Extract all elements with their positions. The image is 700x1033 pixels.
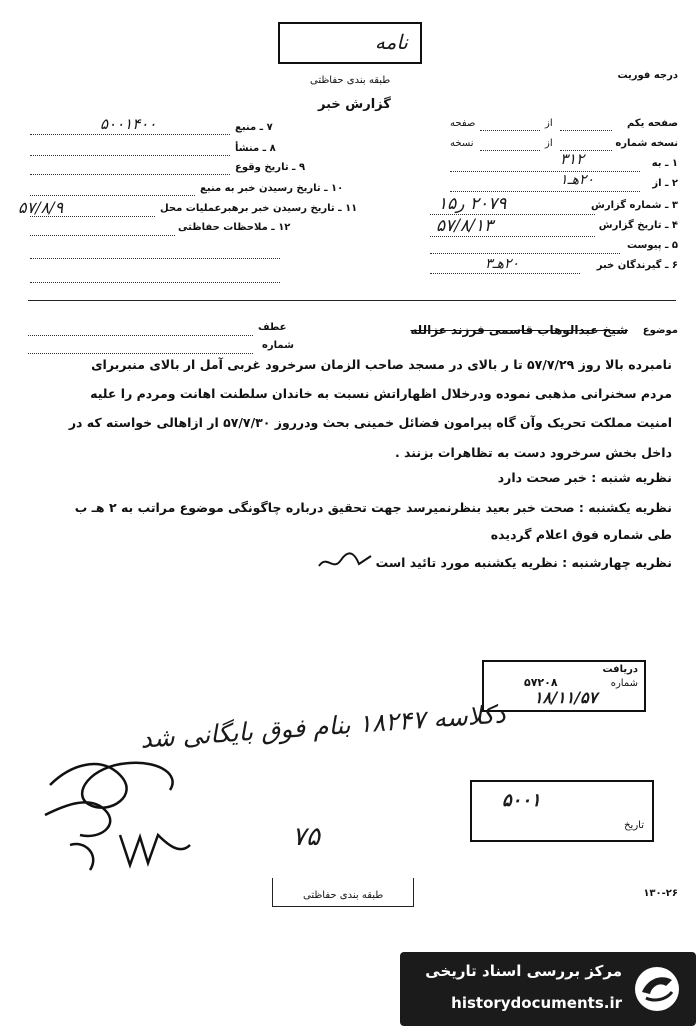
footer-classification: طبقه بندی حفاظتی: [303, 890, 384, 901]
field-line: [430, 214, 595, 215]
field-handwritten-value: ۲۰هـ۳: [485, 256, 520, 272]
initials-scribble: [315, 550, 375, 574]
field-line: [30, 235, 175, 236]
subject-side-label: شماره: [262, 340, 294, 351]
field-line: [30, 282, 280, 283]
field-handwritten-value: ۵۷/۸/۱۳: [436, 216, 494, 236]
opinion-line: طی شماره فوق اعلام گردیده: [490, 527, 672, 542]
subject-label: موضوع: [642, 325, 678, 336]
field-line: [430, 253, 620, 254]
field-line: [560, 130, 612, 131]
field-line: [480, 150, 540, 151]
top-handwritten-text: نامه: [374, 30, 408, 54]
body-line: مردم سخنرانی مذهبی نموده ودرخلال اظهاراتش نسبت به خاندان سلطنت اهانت ومردم را علیه: [90, 386, 672, 401]
field-label: نسخه شماره: [615, 138, 678, 149]
stamp-date: ۱۸/۱۱/۵۷: [534, 688, 598, 707]
field-line: [430, 236, 595, 237]
field-label: ۴ ـ تاریخ گزارش: [598, 220, 678, 231]
field-label: ۳ ـ شماره گزارش: [591, 200, 678, 211]
field-handwritten-value: ۲۰هـ۱: [560, 172, 595, 188]
field-line: [450, 191, 640, 192]
field-label: ۷ ـ منبع: [235, 122, 273, 133]
field-handwritten-value: ۳۱۲: [560, 150, 585, 168]
body-line: نامبرده بالا روز ۵۷/۷/۲۹ تا ر بالای در مسجد صاحب الزمان سرخرود غربی آمل ار بالای منبربرای: [91, 357, 672, 372]
body-line: داخل بخش سرخرود دست به تظاهرات بزنند .: [394, 445, 672, 460]
field-line: [30, 216, 155, 217]
subject-text: شیخ عبدالوهاب قاسمی فرزند عزالله: [410, 323, 628, 337]
logo-name: مرکز بررسی اسناد تاریخی: [425, 962, 622, 980]
small-stamp: [470, 780, 654, 842]
field-line: [450, 171, 640, 172]
classification-label: طبقه بندی حفاظتی: [310, 75, 391, 86]
handwritten-small: ۷۵: [292, 822, 320, 852]
stamp-number: ۵۷۲۰۸: [524, 676, 558, 689]
page-title: گزارش خبر: [318, 97, 391, 112]
field-from: از: [545, 138, 553, 149]
field-label: ۱۰ ـ تاریخ رسیدن خبر به منبع: [200, 183, 344, 194]
stamp-number-label: شماره: [610, 678, 638, 689]
subject-side-label: عطف: [258, 322, 287, 333]
field-line: [28, 353, 253, 354]
field-line: [28, 335, 253, 336]
field-line: [30, 258, 280, 259]
body-line: امنیت مملکت تحریک وآن گاه پیرامون فضائل خمینی بحث ودرروز ۵۷/۷/۳۰ ار ازاهالی خواسته که در: [68, 415, 672, 430]
field-label: ۲ ـ از: [652, 178, 678, 189]
handwritten-note: دکلاسه ۱۸۲۴۷ بنام فوق بایگانی شد: [139, 699, 507, 754]
logo-url: historydocuments.ir: [451, 994, 622, 1012]
field-line: [30, 174, 230, 175]
field-label: صفحه یکم: [626, 118, 678, 129]
field-line: [30, 134, 230, 135]
field-handwritten-value: ۵۷/۸/۹: [18, 198, 64, 217]
footer-classification-box: [272, 878, 414, 907]
field-line: [480, 130, 540, 131]
field-value: نسخه: [450, 138, 474, 149]
opinion-line: نظریه یکشنبه : صحت خبر بعید بنظرنمیرسد جهت تحقیق درباره چاگونگی موضوع مراتب به ۲ هـ ب: [74, 500, 672, 515]
field-label: ۱۱ ـ تاریخ رسیدن خبر برهبرعملیات محل: [160, 203, 358, 214]
field-line: [30, 195, 195, 196]
form-number: ۱۳۰-۲۶: [643, 888, 678, 899]
signature: [30, 745, 210, 885]
archive-logo: [400, 952, 696, 1026]
small-stamp-label: تاریخ: [624, 820, 644, 831]
field-line: [430, 273, 580, 274]
small-stamp-number: ۵۰۰۱: [502, 790, 541, 811]
field-label: ۵ ـ پیوست: [626, 240, 678, 251]
field-handwritten-value: ۵۰۰۱۴۰۰: [100, 115, 157, 133]
top-handwritten-box: [278, 22, 422, 64]
field-line: [30, 155, 230, 156]
field-label: ۱ ـ به: [651, 158, 678, 169]
divider: [28, 300, 676, 301]
urgency-label: درجه فوریت: [617, 70, 678, 81]
field-label: ۶ ـ گیرندگان خبر: [596, 260, 678, 271]
stamp-received-label: دریافت: [602, 664, 638, 675]
field-label: ۸ ـ منشأ: [235, 143, 276, 154]
opinion-line: نظریه چهارشنبه : نظریه یکشنبه مورد تائید است: [375, 555, 672, 570]
field-label: ۹ ـ تاریخ وقوع: [235, 162, 306, 173]
field-label: ۱۲ ـ ملاحظات حفاظتی: [178, 222, 291, 233]
received-stamp: [482, 660, 646, 712]
logo-emblem-icon: [632, 964, 682, 1014]
field-handwritten-value: ۲۰۷۹ ر۱۵: [438, 194, 507, 214]
field-value: صفحه: [450, 118, 476, 129]
field-from: از: [545, 118, 553, 129]
opinion-line: نظریه شنبه : خبر صحت دارد: [497, 470, 672, 485]
